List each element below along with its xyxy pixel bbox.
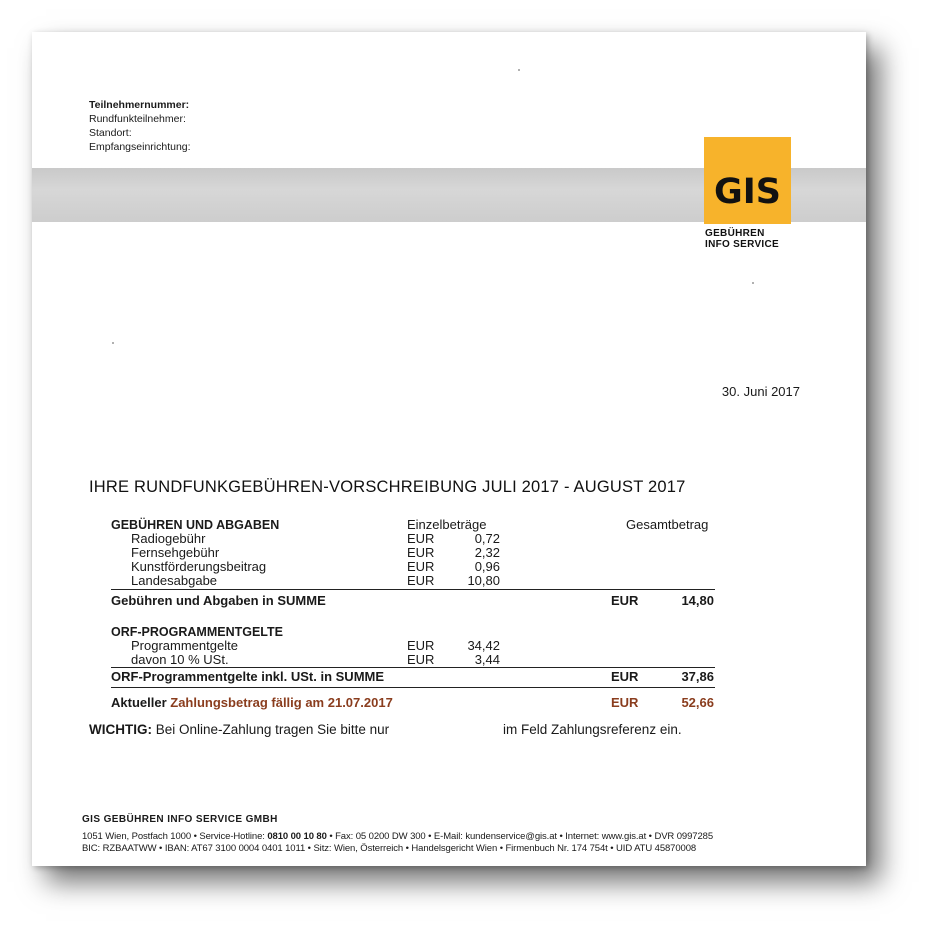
fee-item-label: Landesabgabe [131,573,218,588]
payment-row [111,696,393,710]
fee-item-currency: EUR [407,559,435,574]
orf-item-label: davon 10 % USt. [131,652,229,667]
receiver-label: Empfangseinrichtung: [89,141,191,153]
orf-item-amount: 3,44 [474,652,500,667]
payment-prefix: Aktueller [111,695,167,710]
col-total-header: Gesamtbetrag [626,517,709,532]
location-label: Standort: [89,127,132,139]
notice-label: WICHTIG: [89,722,152,737]
notice-line [89,722,389,737]
subscriber-label: Rundfunkteilnehmer: [89,113,186,125]
document-title: IHRE RUNDFUNKGEBÜHREN-VORSCHREIBUNG JULI 2017 - AUGUST 2017 [89,478,686,496]
footer-hotline: 0810 00 10 80 [267,831,327,842]
footer-line-2: BIC: RZBAATWW • IBAN: AT67 3100 0004 0401 1011 • Sitz: Wien, Österreich • Handelsgericht Wien • Firmenbuch Nr. 174 754t • UID ATU 45870008 [82,843,697,854]
document-date: 30. Juni 2017 [721,384,800,399]
scan-speck [518,69,520,71]
footer-company: GIS GEBÜHREN INFO SERVICE GMBH [82,814,278,825]
fee-item-label: Kunstförderungsbeitrag [131,559,267,574]
orf-item-currency: EUR [407,638,435,653]
fee-item-currency: EUR [407,545,435,560]
fee-item-label: Fernsehgebühr [131,545,220,560]
footer-line-1-b: • Fax: 05 0200 DW 300 • E-Mail: kundenservice@gis.at • Internet: www.gis.at • DVR 0997285 [329,831,714,842]
fee-item-label: Radiogebühr [131,531,206,546]
orf-sum-label: ORF-Programmentgelte inkl. USt. in SUMME [111,669,385,684]
orf-item-amount: 34,42 [467,638,500,653]
orf-sum-amount: 37,86 [681,669,714,684]
notice-text-before: Bei Online-Zahlung tragen Sie bitte nur [155,722,390,737]
col-single-header: Einzelbeträge [407,517,487,532]
fee-item-amount: 2,32 [474,545,500,560]
fee-item-currency: EUR [407,531,435,546]
orf-sum-currency: EUR [611,669,639,684]
scan-speck [752,282,754,284]
fee-item-currency: EUR [407,573,435,588]
orf-item-label: Programmentgelte [131,638,238,653]
orf-heading: ORF-PROGRAMMENTGELTE [111,625,283,639]
orf-item-currency: EUR [407,652,435,667]
document-sheet [32,32,866,866]
fee-item-amount: 10,80 [467,573,500,588]
fees-heading: GEBÜHREN UND ABGABEN [111,518,280,532]
fees-sum-amount: 14,80 [681,593,714,608]
orf-sum-rule [111,667,715,668]
participant-number-label: Teilnehmernummer: [89,99,190,111]
fees-sum-currency: EUR [611,593,639,608]
fees-sum-rule [111,589,715,590]
footer-line-1-a: 1051 Wien, Postfach 1000 • Service-Hotline: [82,831,265,842]
footer-line-1 [82,831,713,842]
fees-sum-label: Gebühren und Abgaben in SUMME [111,593,326,608]
payment-amount: 52,66 [681,695,714,710]
logo-mark: GIS [714,172,781,212]
payment-rule [111,687,715,688]
fee-item-amount: 0,72 [474,531,500,546]
logo-line-1: GEBÜHREN [705,228,765,239]
logo-line-2: INFO SERVICE [705,239,779,250]
scan-speck [112,342,114,344]
notice-text-after: im Feld Zahlungsreferenz ein. [503,722,682,737]
payment-currency: EUR [611,695,639,710]
payment-due-text: Zahlungsbetrag fällig am 21.07.2017 [170,695,393,710]
fee-item-amount: 0,96 [474,559,500,574]
gis-logo [704,137,791,224]
